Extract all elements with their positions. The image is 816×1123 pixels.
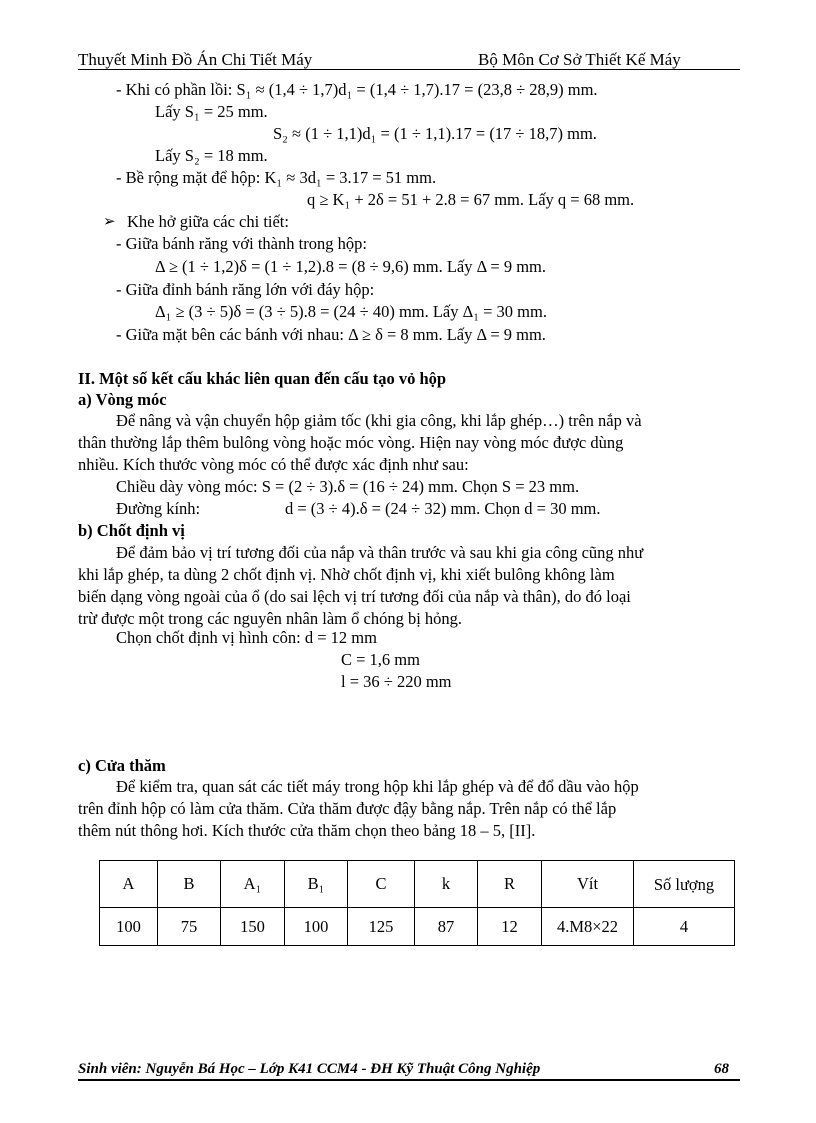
footer-text: Sinh viên: Nguyễn Bá Học – Lớp K41 CCM4 - ĐH Kỹ Thuật Công Nghiệp — [78, 1061, 541, 1077]
text-line-value: d = (3 ÷ 4).δ = (24 ÷ 32) mm. Chọn d = 30 mm. — [285, 499, 601, 518]
table-header-cell: A₁ — [221, 861, 285, 908]
paragraph-line: Để nâng và vận chuyển hộp giảm tốc (khi gia công, khi lắp ghép…) trên nắp và — [116, 411, 642, 430]
subsection-heading: c) Cửa thăm — [78, 756, 166, 775]
header-left: Thuyết Minh Đồ Án Chi Tiết Máy — [78, 50, 313, 69]
table-cell: 150 — [221, 908, 285, 946]
text-line: S₂ ≈ (1 ÷ 1,1)d₁ = (1 ÷ 1,1).17 = (17 ÷ 18,7) mm. — [273, 124, 597, 143]
page-number: 68 — [714, 1061, 729, 1077]
table-header-cell: k — [415, 861, 478, 908]
subsection-heading: b) Chốt định vị — [78, 521, 185, 540]
header-right: Bộ Môn Cơ Sở Thiết Kế Máy — [478, 50, 681, 69]
text-line: Chọn chốt định vị hình côn: d = 12 mm — [116, 628, 377, 647]
text-line: - Bề rộng mặt để hộp: K₁ ≈ 3d₁ = 3.17 = 51 mm. — [116, 168, 437, 187]
paragraph-line: thân thường lắp thêm bulông vòng hoặc móc vòng. Hiện nay vòng móc được dùng — [78, 433, 624, 452]
text-line-label: Đường kính: — [116, 499, 201, 518]
paragraph-line: thêm nút thông hơi. Kích thước cửa thăm chọn theo bảng 18 – 5, [II]. — [78, 821, 536, 840]
paragraph-line: trên đỉnh hộp có làm cửa thăm. Cửa thăm được đậy bằng nắp. Trên nắp có thể lắp — [78, 799, 617, 818]
text-line: Chiều dày vòng móc: S = (2 ÷ 3).δ = (16 ÷ 24) mm. Chọn S = 23 mm. — [116, 477, 580, 496]
text-line: q ≥ K₁ + 2δ = 51 + 2.8 = 67 mm. Lấy q = 68 mm. — [307, 190, 635, 209]
table-cell: 100 — [285, 908, 348, 946]
text-line: Δ₁ ≥ (3 ÷ 5)δ = (3 ÷ 5).8 = (24 ÷ 40) mm. Lấy Δ₁ = 30 mm. — [155, 302, 547, 321]
table-header-cell: A — [100, 861, 158, 908]
text-line: C = 1,6 mm — [341, 650, 420, 669]
text-line: - Giữa đỉnh bánh răng lớn với đáy hộp: — [116, 280, 375, 299]
text-line: Khe hở giữa các chi tiết: — [127, 212, 289, 231]
table-cell: 75 — [158, 908, 221, 946]
table-cell: 87 — [415, 908, 478, 946]
table-header-cell: Số lượng — [634, 861, 735, 908]
table-row — [100, 908, 735, 946]
text-line: l = 36 ÷ 220 mm — [341, 672, 452, 691]
table-cell: 4 — [634, 908, 735, 946]
arrow-bullet-icon: ➢ — [103, 212, 116, 230]
footer-rule — [78, 1079, 740, 1081]
table-cell: 12 — [478, 908, 542, 946]
text-line: - Giữa mặt bên các bánh với nhau: Δ ≥ δ = 8 mm. Lấy Δ = 9 mm. — [116, 325, 546, 344]
paragraph-line: khi lắp ghép, ta dùng 2 chốt định vị. Nhờ chốt định vị, khi xiết bulông không làm — [78, 565, 615, 584]
table-header-cell: Vít — [542, 861, 634, 908]
paragraph-line: Để kiểm tra, quan sát các tiết máy trong hộp khi lắp ghép và để đổ dầu vào hộp — [116, 777, 639, 796]
table-cell: 4.M8×22 — [542, 908, 634, 946]
table-cell: 100 — [100, 908, 158, 946]
text-line: - Giữa bánh răng với thành trong hộp: — [116, 234, 367, 253]
text-line: Δ ≥ (1 ÷ 1,2)δ = (1 ÷ 1,2).8 = (8 ÷ 9,6) mm. Lấy Δ = 9 mm. — [155, 257, 547, 276]
section-heading: II. Một số kết cấu khác liên quan đến cấu tạo vỏ hộp — [78, 369, 447, 388]
text-line: Lấy S₁ = 25 mm. — [155, 102, 268, 121]
paragraph-line: biến dạng vòng ngoài của ổ (do sai lệch vị trí tương đối của nắp và thân), do đó loại — [78, 587, 631, 606]
subsection-heading: a) Vòng móc — [78, 390, 167, 409]
inspection-door-table — [99, 860, 735, 946]
paragraph-line: Để đảm bảo vị trí tương đối của nắp và thân trước và sau khi gia công cũng như — [116, 543, 644, 562]
paragraph-line: trừ được một trong các nguyên nhân làm ổ chóng bị hỏng. — [78, 609, 463, 628]
table-cell: 125 — [348, 908, 415, 946]
table-header-cell: C — [348, 861, 415, 908]
header-rule — [78, 69, 740, 70]
table-header-cell: B₁ — [285, 861, 348, 908]
table-header-cell: R — [478, 861, 542, 908]
text-line: Lấy S₂ = 18 mm. — [155, 146, 268, 165]
table-header-row — [100, 861, 735, 908]
paragraph-line: nhiều. Kích thước vòng móc có thể được xác định như sau: — [78, 455, 469, 474]
table-header-cell: B — [158, 861, 221, 908]
text-line: - Khi có phần lồi: S₁ ≈ (1,4 ÷ 1,7)d₁ = (1,4 ÷ 1,7).17 = (23,8 ÷ 28,9) mm. — [116, 80, 598, 99]
